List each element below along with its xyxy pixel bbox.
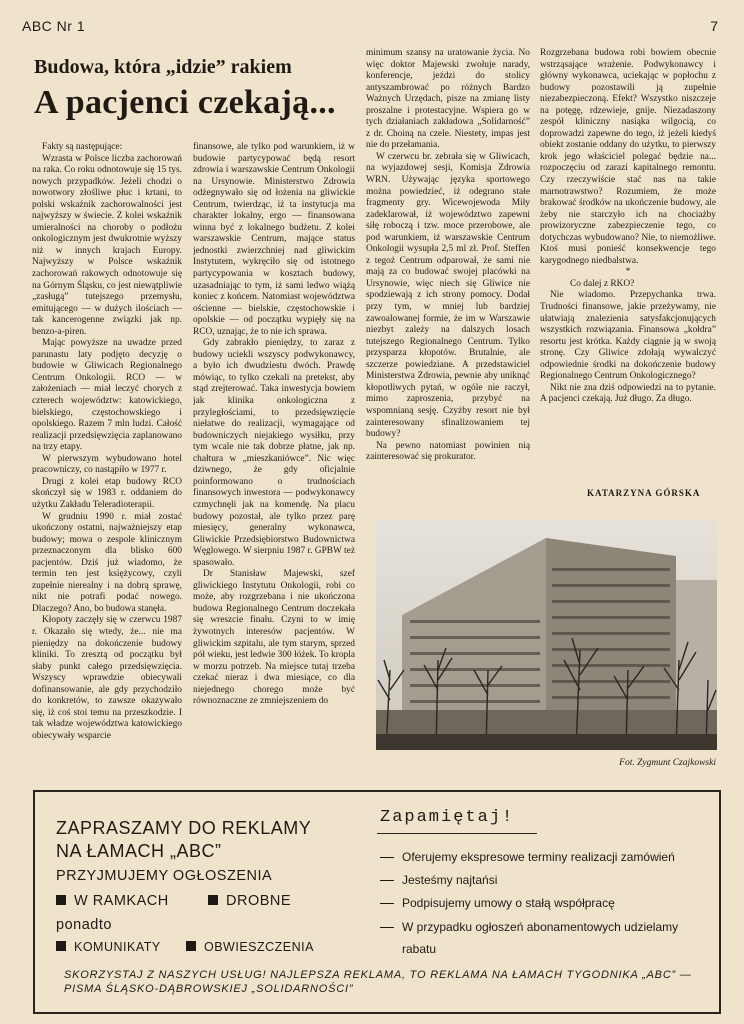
page-number: 7 — [710, 18, 718, 34]
paragraph: W pierwszym wybudowano hotel pracowniczy, co nastąpiło w 1977 r. — [32, 453, 182, 476]
square-bullet-icon — [56, 941, 66, 951]
article-column-1 — [32, 142, 182, 754]
ad-title — [56, 817, 356, 863]
paragraph: Rozgrzebana budowa robi bowiem obecnie wstrząsające wrażenie. Podwykonawcy i główny wykonawca, uciekając w popłochu z budowy pozostawili ją zupełnie niezabezpieczoną. Efekt? Wszystko niszczeje na potęgę, rdzewieje, gnije. Niezadaszony zespół kliniczny nasiąka wilgocią, co doprowadzi zapewne do tego, iż jeżeli kiedyś obiekt zostanie oddany do użytku, to pierwszy krok jego właściciel polegać będzie na... rozpoczęciu od zarazi kapitalnego remontu. Czy rzeczywiście stać nas na takie marnotrawstwo? Rozumiem, że może brakować środków na ukończenie budowy, ale żeby nie starczyło ich na chociażby prowizoryczne zabezpieczenie tego, co dotychczas wybudowano? Nie, to niemożliwe. Ktoś musi ponieść konsekwencje tego karygodnego niedbalstwa. — [540, 48, 716, 266]
square-bullet-icon — [186, 941, 196, 951]
article-column-3 — [366, 48, 530, 502]
ad-offer-item: W przypadku ogłoszeń abonamentowych udzielamy — [380, 920, 678, 934]
dash-bullet-icon — [380, 857, 394, 858]
hospital-building-photo — [376, 520, 717, 750]
ad-option-obwieszczenia — [186, 940, 314, 954]
paragraph: finansowe, ale tylko pod warunkiem, iż w budowie partycypować będą resort zdrowia i warszawskie Centrum Onkologii na Ursynowie. Ministerstwo Zdrowia odżegnywało się od łożenia na gliwickie Centrum, twierdząc, iż ta instytucja ma charakter lokalny, ergo — finansowana winna być z lokalnego budżetu. Z kolei warszawskie Centrum, mające status jednostki zwierzchniej nad gliwickim Instytutem, wykręciło się od istotnego partycypowania w kosztach budowy, uzasadniając to tym, iż sami ledwo wiążą koniec z końcem. Natomiast województwa ościenne — bielskie, częstochowskie i opolskie — od początku wypięły się na RCO, uznając, że to nie ich sprawa. — [193, 142, 355, 337]
building-photo-image — [376, 520, 717, 750]
ad-option-label: DROBNE — [226, 893, 292, 909]
article-headline: A pacjenci czekają... — [34, 84, 336, 121]
paragraph: Na pewno natomiast powinien nią zainteresować się prokurator. — [366, 440, 530, 463]
paragraph: W grudniu 1990 r. miał zostać ukończony ostatni, najważniejszy etap budowy; mowa o zespole klinicznym przeznaczonym dla blisko 600 pacjentów. Dziś już wiadomo, że termin ten jest księżycowy, czyli zupełnie nierealny i na dobrą sprawę, nikt nie potrafi podać nowego. Dlaczego? Ano, bo budowa stanęła. — [32, 511, 182, 614]
article-subhead: Budowa, która „idzie” rakiem — [34, 56, 292, 78]
paragraph: minimum szansy na uratowanie życia. No więc doktor Majewski zwołuje narady, konferencje, jeździ do stolicy antyszambrować po różnych Bardzo Ważnych Urzędach, pisze na zmianę listy proszalne i protestacyjne. Wspiera go w tych działaniach zakładowa „Solidarność” z dr. Choiną na czele. Niestety, impas jest nie do przełamania. — [366, 48, 530, 151]
article-column-4 — [540, 48, 716, 454]
ad-title-line-1: ZAPRASZAMY DO REKLAMY — [56, 818, 312, 838]
dash-bullet-icon — [380, 903, 394, 904]
paragraph: W czerwcu br. zebrała się w Gliwicach, na wyjazdowej sesji, Komisja Zdrowia WRN. Używając języka sportowego można powiedzieć, iż odegrano stałe fragmenty gry. Wicewojewoda Miły zadeklarował, iż województwo zapewni siłę roboczą i tzw. moce przerobowe, ale pod warunkiem, iż warszawskie Centrum Onkologii wysupła 2,5 ml zł. Prof. Steffen z tegoż Centrum odparował, że sami nie mają za co budować swojej placówki na Ursynowie, więc niech się Gliwice nie spodziewają z ich strony pomocy. Dodał przy tym, w mniej lub bardziej zawoalowanej formie, że im w Warszawie niezbyt zależy na dalszych losach tutejszego Regionalnego Centrum. Tylko przysparza kłopotów. Brutalnie, ale szczerze powiedziane. A przedstawiciel Ministerstwa Zdrowia, pewnie aby uniknąć kłopotliwych pytań, w ogóle nie raczył, mimo zaproszenia, przybyć na wspomnianą sesję. Czyżby resort nie był zainteresowany sfinalizowaniem tej budowy? — [366, 151, 530, 440]
paragraph: Gdy zabrakło pieniędzy, to zaraz z budowy uciekli wszyscy podwykonawcy, a było ich dwudziestu dwóch. Prawdę mówiąc, to tylko czekali na pretekst, aby stąd zrejterować. Taka inwestycja bowiem jak klinika onkologiczna z przyległościami, to przedsięwzięcie niełatwe do realizacji, wymagające od budowniczych niejakiego wysiłku, przy tym wcale nie tak dobrze płatne, jak np. chałtura w „mieszkaniówce”. Nic więc dziwnego, że gdy oficjalnie poinformowano o trudnościach finansowych inwestora — podwykonawcy czmychnęli jak na komendę. Na placu budowy pozostał, ale tylko przez parę miesięcy, generalny wykonawca, Gliwickie Przedsiębiorstwo Budownictwa Węglowego. W sierpniu 1987 r. GPBW też spasowało. — [193, 338, 355, 568]
paragraph: Dr Stanisław Majewski, szef gliwickiego Instytutu Onkologii, robi co może, aby rozgrzebana i nie ukończona budowa Regionalnego Centrum doczekała się wreszcie finału. Czyni to w imię żywotnych interesów pacjentów. W gliwickim szpitalu, ale tym starym, sprzed pół wieku, jest ledwie 300 łóżek. To kropla w morzu potrzeb. Na miejsce tutaj trzeba czekać nieraz i dwa miesiące, co dla niejednego chorego może być równoznaczne ze zmniejszeniem do — [193, 569, 355, 707]
remember-underline — [377, 833, 537, 834]
ad-offer-item: Jesteśmy najtańsi — [380, 873, 497, 887]
paragraph: Drugi z kolei etap budowy RCO skończył się w 1983 r. oddaniem do użytku Zakładu Teleradioterapii. — [32, 476, 182, 510]
dash-bullet-icon — [380, 927, 394, 928]
ad-option-label: OBWIESZCZENIA — [204, 940, 314, 954]
ad-option-label: W RAMKACH — [74, 893, 169, 909]
ad-accept-text: PRZYJMUJEMY OGŁOSZENIA — [56, 868, 273, 884]
paragraph: Nie wiadomo. Przepychanka trwa. Trudności finansowe, jakie przeżywamy, nie ułatwiają znalezienia satysfakcjonujących wszystkich rozwiązania. Finansowa „kołdra” resortu jest krótka. Każdy ciągnie ją w swoją stronę. Czy Gliwice zdołają wywalczyć odpowiednie środki na dokończenie budowy Regionalnego Centrum Onkologicznego? — [540, 290, 716, 382]
ad-option-label: KOMUNIKATY — [74, 940, 161, 954]
ad-remember-heading: Zapamiętaj! — [380, 808, 515, 827]
photo-caption: Fot. Zygmunt Czajkowski — [619, 758, 716, 768]
ad-offer-item-continued: rabatu — [402, 942, 437, 956]
author-byline: KATARZYNA GÓRSKA — [587, 488, 701, 498]
article-column-2 — [193, 142, 355, 754]
square-bullet-icon — [56, 895, 66, 905]
issue-label: ABC Nr 1 — [22, 18, 86, 34]
ad-option-ramki — [56, 893, 169, 909]
ad-title-line-2: NA ŁAMACH „ABC” — [56, 841, 222, 861]
section-question: Co dalej z RKO? — [570, 278, 635, 289]
ad-option-drobne — [208, 893, 291, 909]
paragraph: Wzrasta w Polsce liczba zachorowań na raka. Co roku odnotowuje się 15 tys. nowych przypadków. Jeżeli chodzi o nowotwory złośliwe płuc i krtani, to polski wskaźnik zachorowalności jest najwyższy w świecie. Z kolei wskaźnik umieralności na choroby o podłożu onkologicznym jest dwukrotnie wyższy niż w innych krajach Europy. Najwyższy w Polsce wskaźnik zachorowań rakowych odnotowuje się na Górnym Śląsku, co jest niewątpliwie „zasługą” tutejszego przemysłu, emitującego — w dużych ilościach — tak kancerogenne związki jak np. benzo-a-piren. — [32, 153, 182, 337]
ad-footer-slogan: SKORZYSTAJ Z NASZYCH USŁUG! NAJLEPSZA REKLAMA, TO REKLAMA NA ŁAMACH TYGODNIKA „ABC” — PISMA ŚLĄSKO-DĄBROWSKIEJ „SOLIDARNOŚCI” — [64, 969, 692, 995]
separator-asterisk: * — [625, 267, 631, 278]
square-bullet-icon — [208, 895, 218, 905]
ad-ponadto: ponadto — [56, 917, 112, 933]
paragraph: Fakty są następujące: — [42, 142, 123, 152]
ad-offer-item: Podpisujemy umowy o stałą współpracę — [380, 896, 615, 910]
dash-bullet-icon — [380, 880, 394, 881]
paragraph: Nikt nie zna dziś odpowiedzi na to pytanie. A pacjenci czekają. Już długo. Za długo. — [540, 382, 716, 405]
ad-option-komunikaty — [56, 940, 161, 954]
paragraph: Kłopoty zaczęły się w czerwcu 1987 r. Okazało się wtedy, że... nie ma pieniędzy na dokończenie budowy kliniki. To zresztą od początku był słaby punkt całego przedsięwzięcia. Wszyscy wprawdzie obiecywali dofinansowanie, ale gdy przychodziło do konkretów, to zawsze okazywało się, iż coś stoi temu na przeszkodzie. I tak władze województwa katowickiego obiecywały wsparcie — [32, 615, 182, 741]
ad-offer-item: Oferujemy ekspresowe terminy realizacji zamówień — [380, 850, 675, 864]
paragraph: Mając powyższe na uwadze przed parunastu laty podjęto decyzję o budowie w Gliwicach Regionalnego Centrum Onkologii. RCO — w założeniach — miał leczyć chorych z czterech województw: katowickiego, bielskiego, częstochowskiego i opolskiego. Razem 7 mln ludzi. Całość realizacji przedsięwzięcia zaplanowano na trzy etapy. — [32, 338, 182, 453]
